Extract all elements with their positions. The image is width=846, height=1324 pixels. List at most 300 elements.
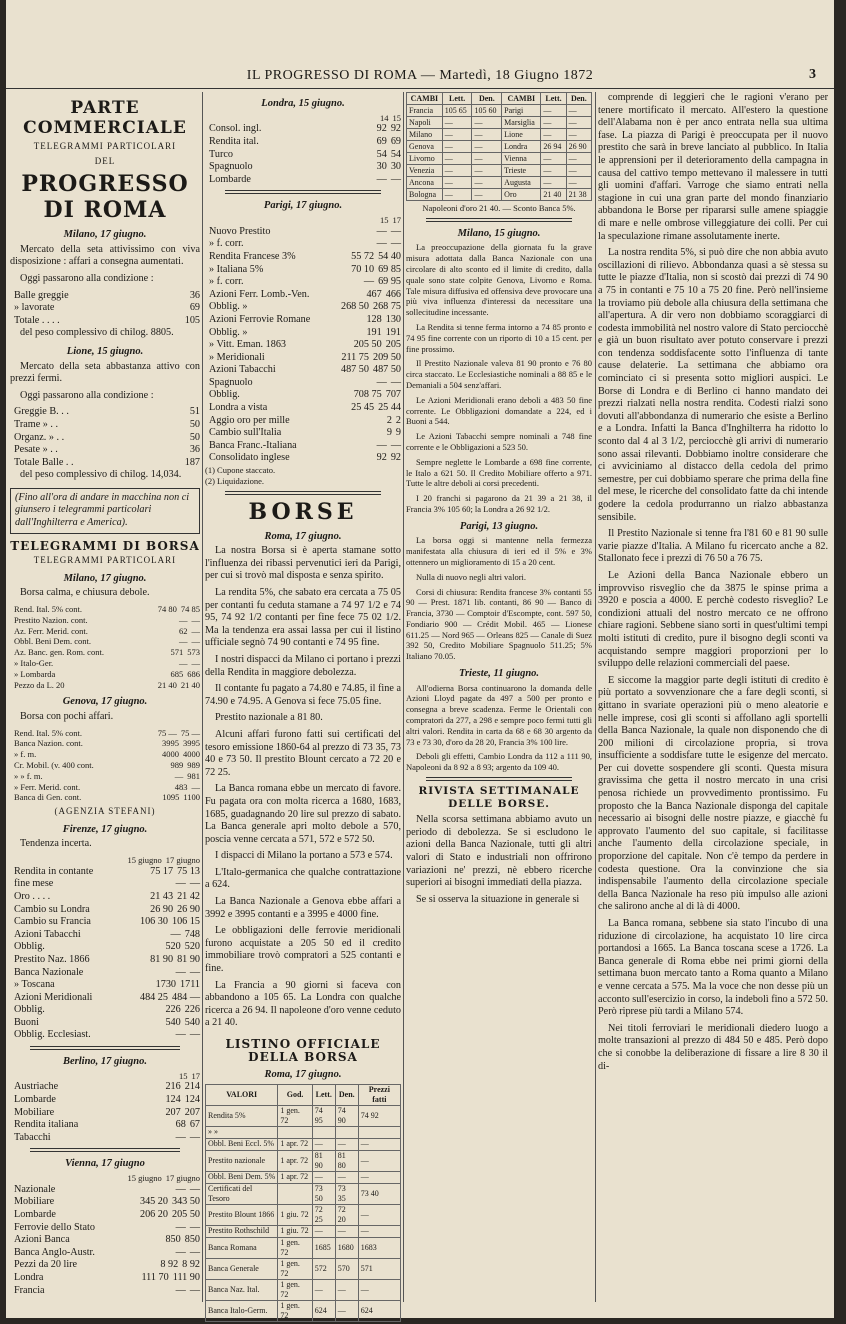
column-header: Prezzi fatti (358, 1084, 400, 1105)
cell: 1711 (180, 979, 200, 991)
cell: Obblig. » (209, 326, 248, 338)
list-item (10, 954, 200, 967)
cell: 92 (390, 123, 401, 135)
dateline: Milano, 17 giugno. (63, 572, 147, 584)
column-header: 15 (380, 214, 389, 225)
cell: Ferrovie dello Stato (14, 1221, 95, 1233)
table-cell: — (472, 153, 502, 165)
cell: 540 (184, 1016, 200, 1028)
list-item (205, 314, 401, 327)
cell: 36 (189, 289, 200, 301)
table-cell: Ancona (407, 177, 443, 189)
cell: 571 (170, 647, 184, 658)
table-row (407, 141, 592, 153)
cell: Consol. ingl. (209, 123, 262, 135)
table-row (206, 1225, 401, 1237)
cell: 187 (184, 456, 200, 468)
cell: — (179, 636, 188, 647)
cell: Rendita italiana (14, 1119, 79, 1131)
table-cell: — (541, 165, 566, 177)
article-body (406, 683, 592, 773)
cell: Spagnuolo (209, 376, 253, 388)
cell: » f. m. (14, 749, 37, 760)
table-cell: — (541, 153, 566, 165)
cell: 26 90 (150, 903, 174, 915)
quote-list (10, 604, 200, 690)
quote-list (10, 866, 200, 1042)
cell: 487 50 (372, 364, 401, 376)
cell: 30 (376, 161, 387, 173)
table-cell: — (541, 105, 566, 117)
cell: 54 (390, 148, 401, 160)
cell: Lombarde (209, 173, 251, 185)
cell: — (179, 614, 188, 625)
cell: — (376, 376, 387, 388)
table-cell: — (566, 153, 591, 165)
list-item (10, 782, 200, 793)
cell: 343 50 (171, 1196, 200, 1208)
cell: 707 (385, 389, 401, 401)
dateline: Roma, 17 giugno. (264, 530, 342, 542)
table-row (206, 1300, 401, 1321)
table-cell: » » (206, 1126, 278, 1138)
cell: 685 (170, 668, 184, 679)
table-cell: Marsiglia (502, 117, 541, 129)
column-header: 17 (191, 1070, 200, 1081)
list-item (10, 626, 200, 637)
cell: — (189, 1246, 200, 1258)
cell: 207 (184, 1106, 200, 1118)
column-header: 17 giugno (165, 854, 200, 865)
cell: » Italo-Ger. (14, 658, 54, 669)
cell: Oro . . . . (14, 890, 51, 902)
column-headers (205, 215, 401, 226)
article-body (406, 535, 592, 662)
cell: — (174, 770, 184, 781)
table-cell: 1 gen. 72 (278, 1237, 312, 1258)
cell: 216 (165, 1081, 181, 1093)
list-item (205, 402, 401, 415)
list-item (10, 929, 200, 942)
cell: Azioni Ferr. Lomb.-Ven. (209, 288, 310, 300)
cell: » Toscana (14, 979, 55, 991)
cell: 69 (390, 135, 401, 147)
cell: Azioni Ferrovie Romane (209, 313, 311, 325)
cell: 989 (170, 759, 184, 770)
paragraph: L'Italo-germanica che qualche contrattazione a 624. (205, 866, 401, 891)
table-row (206, 1204, 401, 1225)
table-row (407, 153, 592, 165)
cell: 92 (376, 452, 387, 464)
dateline: Firenze, 17 giugno. (62, 823, 148, 835)
column-header: 15 (392, 112, 401, 123)
cell: 206 20 (139, 1209, 168, 1220)
list-item (10, 1081, 200, 1094)
cell: Trame » . . (14, 418, 59, 430)
list-item (10, 1132, 200, 1145)
cell: — (175, 878, 186, 890)
column-header: Lett. (442, 93, 472, 105)
cell: » Ferr. Merid. cont. (14, 781, 81, 792)
table-cell: — (566, 177, 591, 189)
column-header: 15 giugno (127, 854, 162, 865)
list-item (205, 226, 401, 239)
cell: Obblig. (14, 1004, 45, 1016)
table-cell: — (312, 1279, 335, 1300)
table-cell: — (472, 165, 502, 177)
list-item (205, 238, 401, 251)
list-item (10, 636, 200, 647)
table-cell: 1 giu. 72 (278, 1225, 312, 1237)
cell: Londra a vista (209, 402, 268, 414)
subtitle-del: DEL (94, 155, 116, 166)
cell: Banca Nazion. cont. (14, 738, 83, 749)
cell: 483 (174, 781, 188, 792)
paragraph: Sempre neglette le Lombarde a 698 fine corrente, le Italo a 621 50. Il Credito Mobiliare offerto a 971. Tutte le altre deboli ai corsi precedenti. (406, 456, 592, 489)
cell: Rendita ital. (209, 135, 259, 147)
table-cell: Obbl. Beni Eccl. 5% (206, 1138, 278, 1150)
cell: 1095 (162, 792, 180, 803)
cell: 226 (184, 1004, 200, 1016)
article-body (598, 92, 828, 1073)
column-2 (205, 92, 401, 1320)
lione-list (10, 406, 200, 469)
table-cell: Genova (407, 141, 443, 153)
list-item (205, 136, 401, 149)
cell: Austriache (14, 1081, 59, 1093)
cell: 1100 (183, 792, 200, 803)
list-item (10, 771, 200, 782)
table-cell: — (335, 1279, 358, 1300)
dateline: Roma, 17 giugno. (264, 1069, 342, 1081)
dateline: Berlino, 17 giugno. (62, 1056, 148, 1068)
footnote: (1) Cupone staccato. (205, 465, 276, 476)
cell: — (175, 1246, 186, 1258)
list-item (10, 406, 200, 419)
paragraph: Corsi di chiusura: Rendita francese 3% contanti 55 90 — Prest. 1871 lib. contanti, 86 90 — Banco di Francia, 3730 — Comptoir d'Escompte, cont. 597 50, Fondiario 900 — Crédit Mobil. 465 — Lionese 611.25 — Nord 965 — Orleans 825 — Canale di Suez 392 50, Credito Mobiliare Spagnuolo 511.25; 5% Italiano 70.05. (406, 586, 592, 662)
cell: — (189, 1029, 200, 1041)
cell: — (191, 658, 200, 669)
table-cell: Prestito Rothschild (206, 1225, 278, 1237)
cell: 68 (175, 1119, 186, 1131)
list-item (10, 738, 200, 749)
divider (225, 491, 381, 495)
cell: Rendita Francese 3% (209, 250, 296, 262)
divider (225, 190, 381, 194)
table-cell: Francia (407, 105, 443, 117)
table-row (206, 1237, 401, 1258)
cambi-table (406, 92, 592, 201)
cell: 484 25 (139, 991, 168, 1003)
cell: Aggio oro per mille (209, 414, 290, 426)
cell: — (175, 1029, 186, 1041)
cell: — (376, 238, 387, 250)
paragraph: La rendita 5%, che sabato era cercata a 75 05 per contanti fu ceduta stamane a 74 97 1/2 e 74 95, 74 92 1/2 contanti per fine fece 75 02 1/2. Ma la tendenza era assai lassa per cui il listino ufficiale segnò 74 90 contanti e 74 95 fine. (205, 587, 401, 649)
cell: — (189, 1284, 200, 1296)
page-number: 3 (809, 67, 816, 82)
list-item (10, 647, 200, 658)
cell: 3995 (162, 738, 179, 749)
list-item (205, 161, 401, 174)
table-cell: 570 (335, 1258, 358, 1279)
cell: 92 (390, 452, 401, 464)
cell: Rendita in contante (14, 865, 94, 877)
dateline: Milano, 15 giugno. (457, 227, 541, 239)
table-cell: 72 25 (312, 1204, 335, 1225)
cell: — (189, 1131, 200, 1143)
paragraph: Oggi passarono alla condizione : (20, 389, 154, 401)
cell: — (390, 238, 401, 250)
cell: Cambio su Londra (14, 903, 90, 915)
column-rule (403, 92, 404, 1302)
footnote: (2) Liquidazione. (205, 475, 265, 486)
table-row (407, 105, 592, 117)
table-cell: Londra (502, 141, 541, 153)
list-item (205, 327, 401, 340)
cell: 74 80 (157, 604, 177, 615)
cell: 981 (187, 770, 200, 781)
list-item (205, 123, 401, 136)
column-header: Den. (335, 1084, 358, 1105)
paragraph: Mercato della seta abbastanza attivo con prezzi fermi. (10, 360, 200, 385)
table-cell: 1 giu. 72 (278, 1204, 312, 1225)
table-cell: — (472, 177, 502, 189)
cell: 50 (189, 418, 200, 430)
table-cell: Oro (502, 189, 541, 201)
paragraph: Le Azioni Tabacchi sempre nominali a 748 fine corrente e le Obbligazioni a 523 50. (406, 431, 592, 452)
cell: 111 90 (172, 1271, 200, 1283)
paragraph: Le obbligazioni delle ferrovie meridionali furono acquistate a 205 50 ed il credito immobiliare trovò compratori a 525 contanti e fine. (205, 925, 401, 975)
table-cell: — (442, 141, 472, 153)
cell: Nazionale (14, 1183, 56, 1195)
cell: 54 (376, 148, 387, 160)
list-item (205, 301, 401, 314)
cell: Francia (14, 1284, 45, 1296)
paragraph: La Banca Nazionale a Genova ebbe affari a 3992 e 3995 contanti e a 3995 e 4000 fine. (205, 896, 401, 920)
column-headers (10, 1071, 200, 1082)
cell: 268 50 (340, 301, 369, 313)
cell: 128 (366, 313, 382, 325)
column-header: CAMBI (502, 93, 541, 105)
table-row (206, 1126, 401, 1138)
list-item (10, 1247, 200, 1260)
table-cell: — (442, 189, 472, 201)
list-item (10, 792, 200, 803)
cell: 74 85 (180, 604, 200, 615)
table-row (407, 165, 592, 177)
cell: 105 (184, 314, 200, 326)
cell: 8 92 (182, 1259, 200, 1271)
cell: Spagnuolo (209, 161, 253, 173)
cell: Lombarde (14, 1094, 56, 1106)
cell: 209 50 (372, 351, 401, 363)
table-cell (312, 1126, 335, 1138)
table-cell: 73 40 (358, 1183, 400, 1204)
table-cell: — (312, 1225, 335, 1237)
cell: 21 42 (177, 890, 200, 902)
table-cell: 74 95 (312, 1105, 335, 1126)
table-cell: — (442, 129, 472, 141)
table-cell: 1 gen. 72 (278, 1300, 312, 1321)
cell: 21 40 (157, 679, 177, 690)
cell: 30 (390, 161, 401, 173)
column-rule (202, 92, 203, 1302)
table-cell: — (358, 1279, 400, 1300)
list-item (10, 1222, 200, 1235)
cell: 70 10 (351, 263, 375, 275)
paragraph: La preoccupazione della giornata fu la grave misura adottata dalla Banca Nazionale con una circolare di alto sconto ed il limite di credito, dalla quale sono state colpite Genova, Livorno e Roma. Tale misura diffusiva ed offensiva deve provocare una più viva influenza d'interessi da necessitare una sollecitudine incessante. (406, 242, 592, 318)
table-cell: Rendita 5% (206, 1105, 278, 1126)
list-item (205, 364, 401, 377)
list-item (205, 440, 401, 453)
cell: 4000 (183, 749, 200, 760)
table-cell: 26 90 (566, 141, 591, 153)
table-cell: Banca Generale (206, 1258, 278, 1279)
table-cell: Bologna (407, 189, 443, 201)
listino-title: LISTINO OFFICIALE DELLA BORSA (225, 1037, 381, 1064)
paragraph: Nulla di nuovo negli altri valori. (416, 571, 527, 582)
cell: 106 15 (171, 916, 200, 928)
list-item (10, 290, 200, 303)
list-item (10, 1017, 200, 1030)
table-cell: — (566, 117, 591, 129)
table-cell: Lione (502, 129, 541, 141)
cell: Prestito Nazion. cont. (14, 614, 88, 625)
list-item (10, 1107, 200, 1120)
table-cell: — (472, 189, 502, 201)
cell: 686 (187, 668, 200, 679)
table-row (206, 1171, 401, 1183)
cell: 205 50 (353, 339, 382, 351)
table-cell: — (442, 177, 472, 189)
cell: Buoni (14, 1016, 39, 1028)
table-cell: Banca Italo-Germ. (206, 1300, 278, 1321)
cell: — (175, 1183, 186, 1195)
borse-title: BORSE (248, 498, 358, 525)
quote-list (10, 728, 200, 804)
cell: Cr. Mobil. (v. 400 cont. (14, 759, 94, 770)
paragraph: La Rendita si tenne ferma intorno a 74 85 pronto e 74 95 fine corrente con un riporto di 10 a 15 cent. per fine prossimo. (406, 321, 592, 354)
list-item (205, 415, 401, 428)
table-cell: — (541, 177, 566, 189)
list-item (10, 1259, 200, 1272)
table-cell: 73 35 (335, 1183, 358, 1204)
divider (30, 1046, 180, 1050)
cell: Azioni Tabacchi (209, 364, 276, 376)
list-item (10, 315, 200, 328)
cell: Banca Franc.-Italiana (209, 439, 297, 451)
cell: 75 13 (177, 865, 200, 877)
cell: 124 (184, 1094, 200, 1106)
cell: — (175, 1284, 186, 1296)
cell: 2 (386, 414, 392, 426)
list-item (10, 1234, 200, 1247)
table-cell: — (335, 1225, 358, 1237)
dateline: Lione, 15 giugno. (66, 345, 144, 357)
table-cell: 572 (312, 1258, 335, 1279)
table-cell: — (335, 1138, 358, 1150)
cell: 191 (366, 326, 382, 338)
paragraph: E siccome la maggior parte degli istituti di credito è più portato a sovvenzionare che a fare degli sconti, si gittano in svariate operazioni più o meno aleatorie e nelle imprese, così gli sconti si affollano agli sportelli della Banca Nazionale, la quale non disponendo che di 200 milioni di circolazione propria, si trova insufficiente a soddisfare tutte le esigenze del mercato. Per cui dovette sospendere gli sconti. Questa misura gravissima che getta il nostro mercato in una crisi penosa richiede un provvedimento prontissimo. Fu proposto che la Banca Nazionale disponga del capitale necessario ai bisogni delle nostre piazze, e giacchè fu approvato l'aumento del suo capitale, si facilitasse anche l'aumento della circolazione speciale, in proporzione del capitale. Non c'è tempo da perdere in codesta questione. Ora la convinzione che sia indispensabile l'aumento della circolazione speciale della Banca Nazionale ha reso più impulso alle azioni che salirono anche al di là di 4000. (598, 674, 828, 913)
table-cell (278, 1126, 312, 1138)
cell: 81 90 (177, 953, 200, 965)
list-item (10, 615, 200, 626)
cell: Obblig. (14, 941, 45, 953)
cell: 8 92 (160, 1259, 179, 1271)
cell: Obblig. » (209, 301, 248, 313)
cell: » f. corr. (209, 276, 244, 288)
paper-name: PROGRESSO DI ROMA (21, 171, 189, 224)
list-item (10, 1285, 200, 1298)
cell: Rend. Ital. 5% cont. (14, 604, 82, 615)
cell: Lombarde (14, 1209, 56, 1220)
paragraph: del peso complessivo di chilog. 14,034. (20, 469, 182, 481)
quote-list (10, 1184, 200, 1297)
cell: Organz. » . . (14, 431, 65, 443)
cell: 69 (376, 135, 387, 147)
paragraph: Se si osserva la situazione in generale si (416, 893, 580, 905)
table-cell: 1 gen. 72 (278, 1279, 312, 1300)
table-cell: — (442, 153, 472, 165)
cell: 205 (385, 339, 401, 351)
cell: 989 (187, 759, 200, 770)
table-cell: Venezia (407, 165, 443, 177)
cell: 214 (184, 1081, 200, 1093)
paragraph: La nostra Borsa si è aperta stamane sotto l'influenza dei ribassi pervenutici ieri da Parigi, per cui si trovò mal disposta e senza spirito. (205, 545, 401, 582)
list-item (10, 992, 200, 1005)
cell: 75 — (180, 727, 200, 738)
list-item (205, 289, 401, 302)
cell: » lavorate (14, 302, 55, 314)
table-cell: 73 50 (312, 1183, 335, 1204)
paragraph: Le Azioni Meridionali erano deboli a 483 50 fine corrente. Le Obbligazioni domandate a 224, ed i Buoni a 544. (406, 394, 592, 427)
cell: — (170, 928, 181, 940)
divider (426, 777, 572, 781)
quote-list (205, 226, 401, 465)
list-item (10, 457, 200, 470)
cell: — (189, 966, 200, 978)
table-cell: — (442, 165, 472, 177)
column-1 (10, 92, 200, 1302)
cell: 36 (189, 444, 200, 456)
cell: — (189, 878, 200, 890)
cell: Prestito Naz. 1866 (14, 953, 90, 965)
dateline: Parigi, 17 giugno. (263, 200, 343, 212)
cell: Rend. Ital. 5% cont. (14, 727, 82, 738)
table-cell: — (541, 117, 566, 129)
table-cell: Trieste (502, 165, 541, 177)
paragraph: Mercato della seta attivissimo con viva disposizione : affari a consegna aumentati. (10, 243, 200, 268)
cell: 9 (395, 427, 401, 439)
cell: 51 (189, 406, 200, 418)
cell: — (191, 614, 200, 625)
paragraph: Nei titoli ferroviari le meridionali diedero luogo a molte transazioni al prezzo di 484 50 e 485. Però dopo che si conobbe la deliberazione di fissare a lire 8 30 il di- (598, 1022, 828, 1072)
paragraph: Oggi passarono alla condizione : (20, 272, 154, 284)
cell: 573 (187, 647, 200, 658)
column-header: Den. (472, 93, 502, 105)
dateline: Parigi, 13 giugno. (459, 520, 539, 532)
table-row (206, 1279, 401, 1300)
cell: Balle greggie (14, 289, 69, 301)
paragraph: Borsa con pochi affari. (20, 711, 114, 722)
column-header: 15 (179, 1070, 188, 1081)
table-cell: Livorno (407, 153, 443, 165)
table-cell: 74 92 (358, 1105, 400, 1126)
cell: 67 (189, 1119, 200, 1131)
list-item (10, 1184, 200, 1197)
cell: 69 85 (378, 263, 401, 275)
table-cell: 72 20 (335, 1204, 358, 1225)
